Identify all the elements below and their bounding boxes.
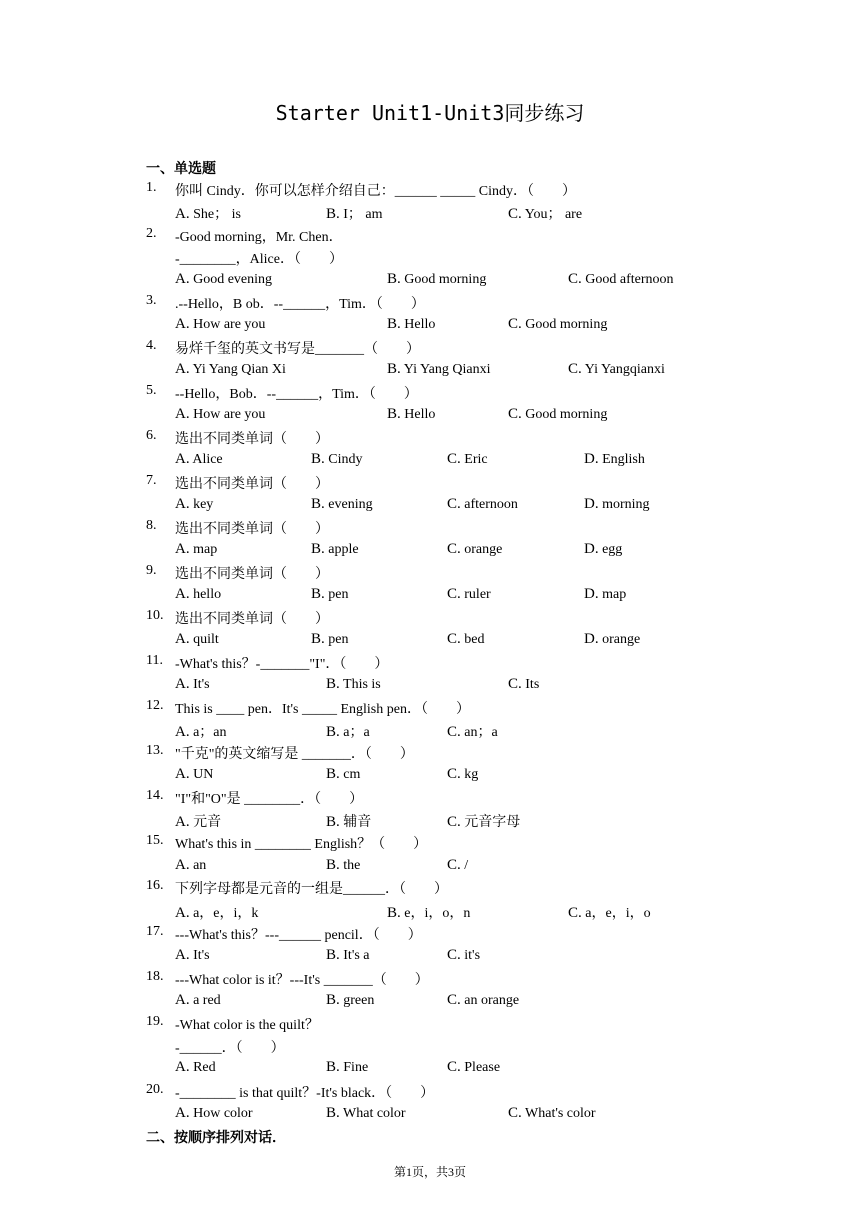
option-text: This is (343, 677, 381, 692)
question-text: 易烊千玺的英文书写是_______（ ） (175, 342, 420, 357)
question-text: 选出不同类单词（ ） (175, 567, 329, 582)
option-letter: B. (326, 1105, 340, 1121)
answer-option (175, 496, 213, 513)
option-text: an orange (464, 993, 520, 1008)
question-number: 4. (146, 338, 157, 353)
option-text: a red (193, 993, 221, 1008)
answer-option (175, 902, 258, 922)
option-letter: A. (175, 992, 190, 1008)
option-text: e，i，o，n (404, 906, 471, 921)
answer-option (568, 361, 665, 378)
question-number: 9. (146, 563, 157, 578)
option-letter: A. (175, 1059, 190, 1075)
answer-option (311, 586, 348, 603)
option-letter: A. (175, 271, 190, 287)
question-text: --Hello，Bob．--______，Tim．（ ） (175, 387, 418, 402)
option-text: cm (343, 767, 361, 782)
question-text: 选出不同类单词（ ） (175, 522, 329, 537)
option-text: apple (328, 542, 359, 557)
option-letter: B. (387, 406, 401, 422)
option-letter: A. (175, 1105, 190, 1121)
option-text: Please (464, 1060, 501, 1075)
option-letter: C. (508, 1105, 522, 1121)
option-text: hello (193, 587, 222, 602)
option-text: map (602, 587, 627, 602)
option-text: ruler (464, 587, 491, 602)
question-text: 选出不同类单词（ ） (175, 477, 329, 492)
answer-option (447, 1059, 500, 1076)
option-letter: D. (584, 541, 599, 557)
answer-option (175, 676, 210, 693)
question-number: 11. (146, 653, 163, 668)
question-number: 13. (146, 743, 164, 758)
answer-option (447, 631, 484, 648)
option-letter: C. (508, 406, 522, 422)
option-text: UN (193, 767, 214, 782)
question-number: 15. (146, 833, 164, 848)
option-text: Red (193, 1060, 216, 1075)
option-letter: B. (387, 905, 401, 921)
option-text: Yi Yang Qianxi (403, 362, 491, 377)
answer-option (326, 857, 360, 874)
answer-option (175, 766, 213, 783)
option-letter: A. (175, 586, 190, 602)
option-text: English (602, 452, 645, 467)
option-letter: B. (326, 206, 340, 222)
question-number: 10. (146, 608, 164, 623)
answer-option (326, 766, 360, 783)
answer-option (326, 203, 383, 223)
answer-option (175, 811, 221, 831)
question-text: "I"和"O"是 ________．（ ） (175, 792, 364, 807)
option-letter: D. (584, 631, 599, 647)
question-number: 14. (146, 788, 164, 803)
option-text: orange (602, 632, 641, 647)
answer-option (326, 811, 371, 831)
option-letter: A. (175, 631, 190, 647)
answer-option (508, 676, 539, 693)
option-letter: A. (175, 316, 190, 332)
question-number: 1. (146, 180, 157, 195)
answer-option (311, 451, 363, 468)
option-text: Good morning (525, 317, 608, 332)
answer-option (447, 857, 468, 874)
answer-option (326, 676, 381, 693)
option-text: / (464, 858, 469, 873)
option-letter: A. (175, 814, 190, 830)
option-letter: B. (311, 586, 325, 602)
option-text: Alice (192, 452, 223, 467)
question-number: 20. (146, 1082, 164, 1097)
answer-option (568, 902, 651, 922)
question-text: 下列字母都是元音的一组是______．（ ） (175, 882, 448, 897)
option-text: afternoon (464, 497, 518, 512)
answer-option (311, 631, 348, 648)
option-letter: D. (584, 451, 599, 467)
answer-option (508, 316, 607, 333)
option-letter: A. (175, 947, 190, 963)
option-letter: A. (175, 766, 190, 782)
option-text: pen (328, 632, 349, 647)
option-text: Its (525, 677, 540, 692)
answer-option (584, 541, 622, 558)
option-text: a；an (193, 725, 227, 740)
answer-option (311, 541, 359, 558)
answer-option (175, 541, 217, 558)
answer-option (326, 947, 370, 964)
option-letter: C. (447, 496, 461, 512)
option-letter: B. (326, 992, 340, 1008)
option-letter: B. (326, 947, 340, 963)
option-letter: C. (447, 992, 461, 1008)
option-text: a，e，i，o (585, 906, 651, 921)
answer-option (508, 1105, 596, 1122)
option-letter: A. (175, 406, 190, 422)
option-letter: C. (447, 766, 461, 782)
answer-option (568, 271, 674, 288)
answer-option (175, 361, 286, 378)
option-text: green (343, 993, 375, 1008)
question-number: 7. (146, 473, 157, 488)
answer-option (584, 451, 645, 468)
option-text: evening (328, 497, 373, 512)
question-text: This is ____ pen．It's _____ English pen．（ ） (175, 702, 470, 717)
option-text: It's (193, 677, 210, 692)
question-number: 16. (146, 878, 164, 893)
option-letter: B. (311, 541, 325, 557)
option-letter: B. (326, 724, 340, 740)
answer-option (175, 586, 221, 603)
answer-option (387, 902, 470, 922)
answer-option (326, 1059, 368, 1076)
answer-option (584, 586, 626, 603)
option-text: What color (343, 1106, 406, 1121)
option-text: a；a (343, 725, 370, 740)
answer-option (326, 721, 370, 741)
answer-option (387, 271, 486, 288)
option-text: Good morning (525, 407, 608, 422)
answer-option (175, 631, 219, 648)
option-text: She； is (193, 207, 241, 222)
option-text: How are you (193, 407, 266, 422)
option-letter: C. (447, 1059, 461, 1075)
option-letter: A. (175, 206, 190, 222)
option-text: How color (193, 1106, 253, 1121)
option-letter: C. (447, 451, 461, 467)
answer-option (326, 1105, 406, 1122)
option-text: bed (464, 632, 485, 647)
section-heading-order-dialogue: 二、按顺序排列对话． (146, 1131, 286, 1146)
option-letter: B. (311, 631, 325, 647)
answer-option (175, 721, 227, 741)
option-text: Good morning (404, 272, 487, 287)
option-text: a，e，i，k (193, 906, 259, 921)
answer-option (175, 1059, 216, 1076)
option-letter: A. (175, 857, 190, 873)
option-text: the (343, 858, 361, 873)
question-number: 19. (146, 1014, 164, 1029)
answer-option (447, 992, 519, 1009)
option-text: morning (602, 497, 650, 512)
question-text: "千克"的英文缩写是 _______．（ ） (175, 747, 414, 762)
answer-option (175, 406, 265, 423)
question-text: ---What's this？---______ pencil．（ ） (175, 928, 422, 943)
answer-option (326, 992, 374, 1009)
answer-option (447, 947, 480, 964)
question-text: ---What color is it？---It's _______（ ） (175, 973, 429, 988)
option-text: Hello (404, 407, 436, 422)
option-letter: B. (311, 451, 325, 467)
option-letter: B. (326, 814, 340, 830)
option-text: key (193, 497, 214, 512)
option-letter: A. (175, 361, 190, 377)
option-letter: A. (175, 496, 190, 512)
option-text: Eric (464, 452, 488, 467)
question-text: -What's this？-_______"I"．（ ） (175, 657, 389, 672)
question-text: What's this in ________ English？（ ） (175, 837, 428, 852)
question-text: .--Hello，B ob．--______，Tim．（ ） (175, 297, 425, 312)
option-letter: A. (175, 451, 190, 467)
option-text: egg (602, 542, 623, 557)
answer-option (175, 451, 223, 468)
option-letter: A. (175, 541, 190, 557)
question-number: 17. (146, 924, 164, 939)
section-heading-single-choice: 一、单选题 (146, 162, 216, 177)
option-letter: D. (584, 586, 599, 602)
option-text: map (193, 542, 218, 557)
answer-option (447, 811, 520, 831)
option-text: 辅音 (343, 815, 372, 830)
question-number: 3. (146, 293, 157, 308)
option-text: an (193, 858, 207, 873)
option-text: kg (464, 767, 479, 782)
answer-option (387, 316, 435, 333)
question-text: -Good morning，Mr. Chen． (175, 230, 343, 245)
answer-option (175, 992, 221, 1009)
option-letter: C. (447, 947, 461, 963)
option-text: It's (193, 948, 210, 963)
option-text: It's a (343, 948, 370, 963)
answer-option (447, 496, 518, 513)
option-letter: C. (568, 271, 582, 287)
question-text: 选出不同类单词（ ） (175, 432, 329, 447)
option-letter: C. (508, 316, 522, 332)
option-letter: A. (175, 905, 190, 921)
answer-option (175, 271, 272, 288)
option-letter: B. (326, 676, 340, 692)
question-text: -______．（ ） (175, 1041, 285, 1056)
option-text: How are you (193, 317, 266, 332)
option-letter: B. (387, 316, 401, 332)
question-text: 你叫 Cindy．你可以怎样介绍自己：______ _____ Cindy．（ ） (175, 184, 576, 199)
option-text: 元音 (193, 815, 222, 830)
option-letter: C. (568, 905, 582, 921)
option-letter: C. (568, 361, 582, 377)
option-text: quilt (193, 632, 219, 647)
answer-option (175, 947, 210, 964)
answer-option (175, 316, 265, 333)
page-title: Starter Unit1-Unit3同步练习 (275, 101, 585, 125)
option-letter: D. (584, 496, 599, 512)
option-letter: C. (447, 724, 461, 740)
answer-option (447, 451, 488, 468)
answer-option (447, 586, 491, 603)
option-letter: C. (447, 541, 461, 557)
option-letter: B. (387, 271, 401, 287)
option-letter: C. (447, 586, 461, 602)
answer-option (447, 766, 478, 783)
question-number: 18. (146, 969, 164, 984)
question-number: 5. (146, 383, 157, 398)
option-letter: C. (447, 631, 461, 647)
option-text: Good evening (193, 272, 273, 287)
page-footer: 第1页，共3页 (393, 1165, 466, 1179)
option-text: I； am (343, 207, 383, 222)
question-text: 选出不同类单词（ ） (175, 612, 329, 627)
answer-option (175, 203, 241, 223)
option-text: Yi Yang Qian Xi (192, 362, 286, 377)
option-letter: C. (508, 676, 522, 692)
answer-option (311, 496, 373, 513)
option-text: What's color (525, 1106, 596, 1121)
answer-option (447, 721, 498, 741)
option-text: Fine (343, 1060, 369, 1075)
question-text: -________ is that quilt？-It's black．（ ） (175, 1086, 435, 1101)
question-number: 8. (146, 518, 157, 533)
option-text: 元音字母 (464, 815, 521, 830)
option-letter: A. (175, 724, 190, 740)
option-letter: C. (447, 814, 461, 830)
option-letter: C. (508, 206, 522, 222)
answer-option (175, 1105, 253, 1122)
option-text: You； are (524, 207, 583, 222)
option-letter: B. (311, 496, 325, 512)
answer-option (175, 857, 206, 874)
question-number: 2. (146, 226, 157, 241)
answer-option (387, 406, 435, 423)
option-letter: B. (326, 766, 340, 782)
question-text: -________，Alice．（ ） (175, 252, 343, 267)
option-letter: C. (447, 857, 461, 873)
option-text: Good afternoon (585, 272, 674, 287)
option-letter: B. (387, 361, 401, 377)
answer-option (508, 203, 582, 223)
question-number: 12. (146, 698, 164, 713)
answer-option (447, 541, 502, 558)
option-text: it's (464, 948, 481, 963)
option-letter: A. (175, 676, 190, 692)
option-text: pen (328, 587, 349, 602)
question-number: 6. (146, 428, 157, 443)
option-text: Hello (404, 317, 436, 332)
option-text: orange (464, 542, 503, 557)
question-text: -What color is the quilt？ (175, 1018, 319, 1033)
answer-option (508, 406, 607, 423)
answer-option (387, 361, 490, 378)
answer-option (584, 631, 640, 648)
option-letter: B. (326, 1059, 340, 1075)
option-text: Yi Yangqianxi (584, 362, 665, 377)
answer-option (584, 496, 650, 513)
option-text: an；a (464, 725, 498, 740)
option-text: Cindy (328, 452, 363, 467)
option-letter: B. (326, 857, 340, 873)
